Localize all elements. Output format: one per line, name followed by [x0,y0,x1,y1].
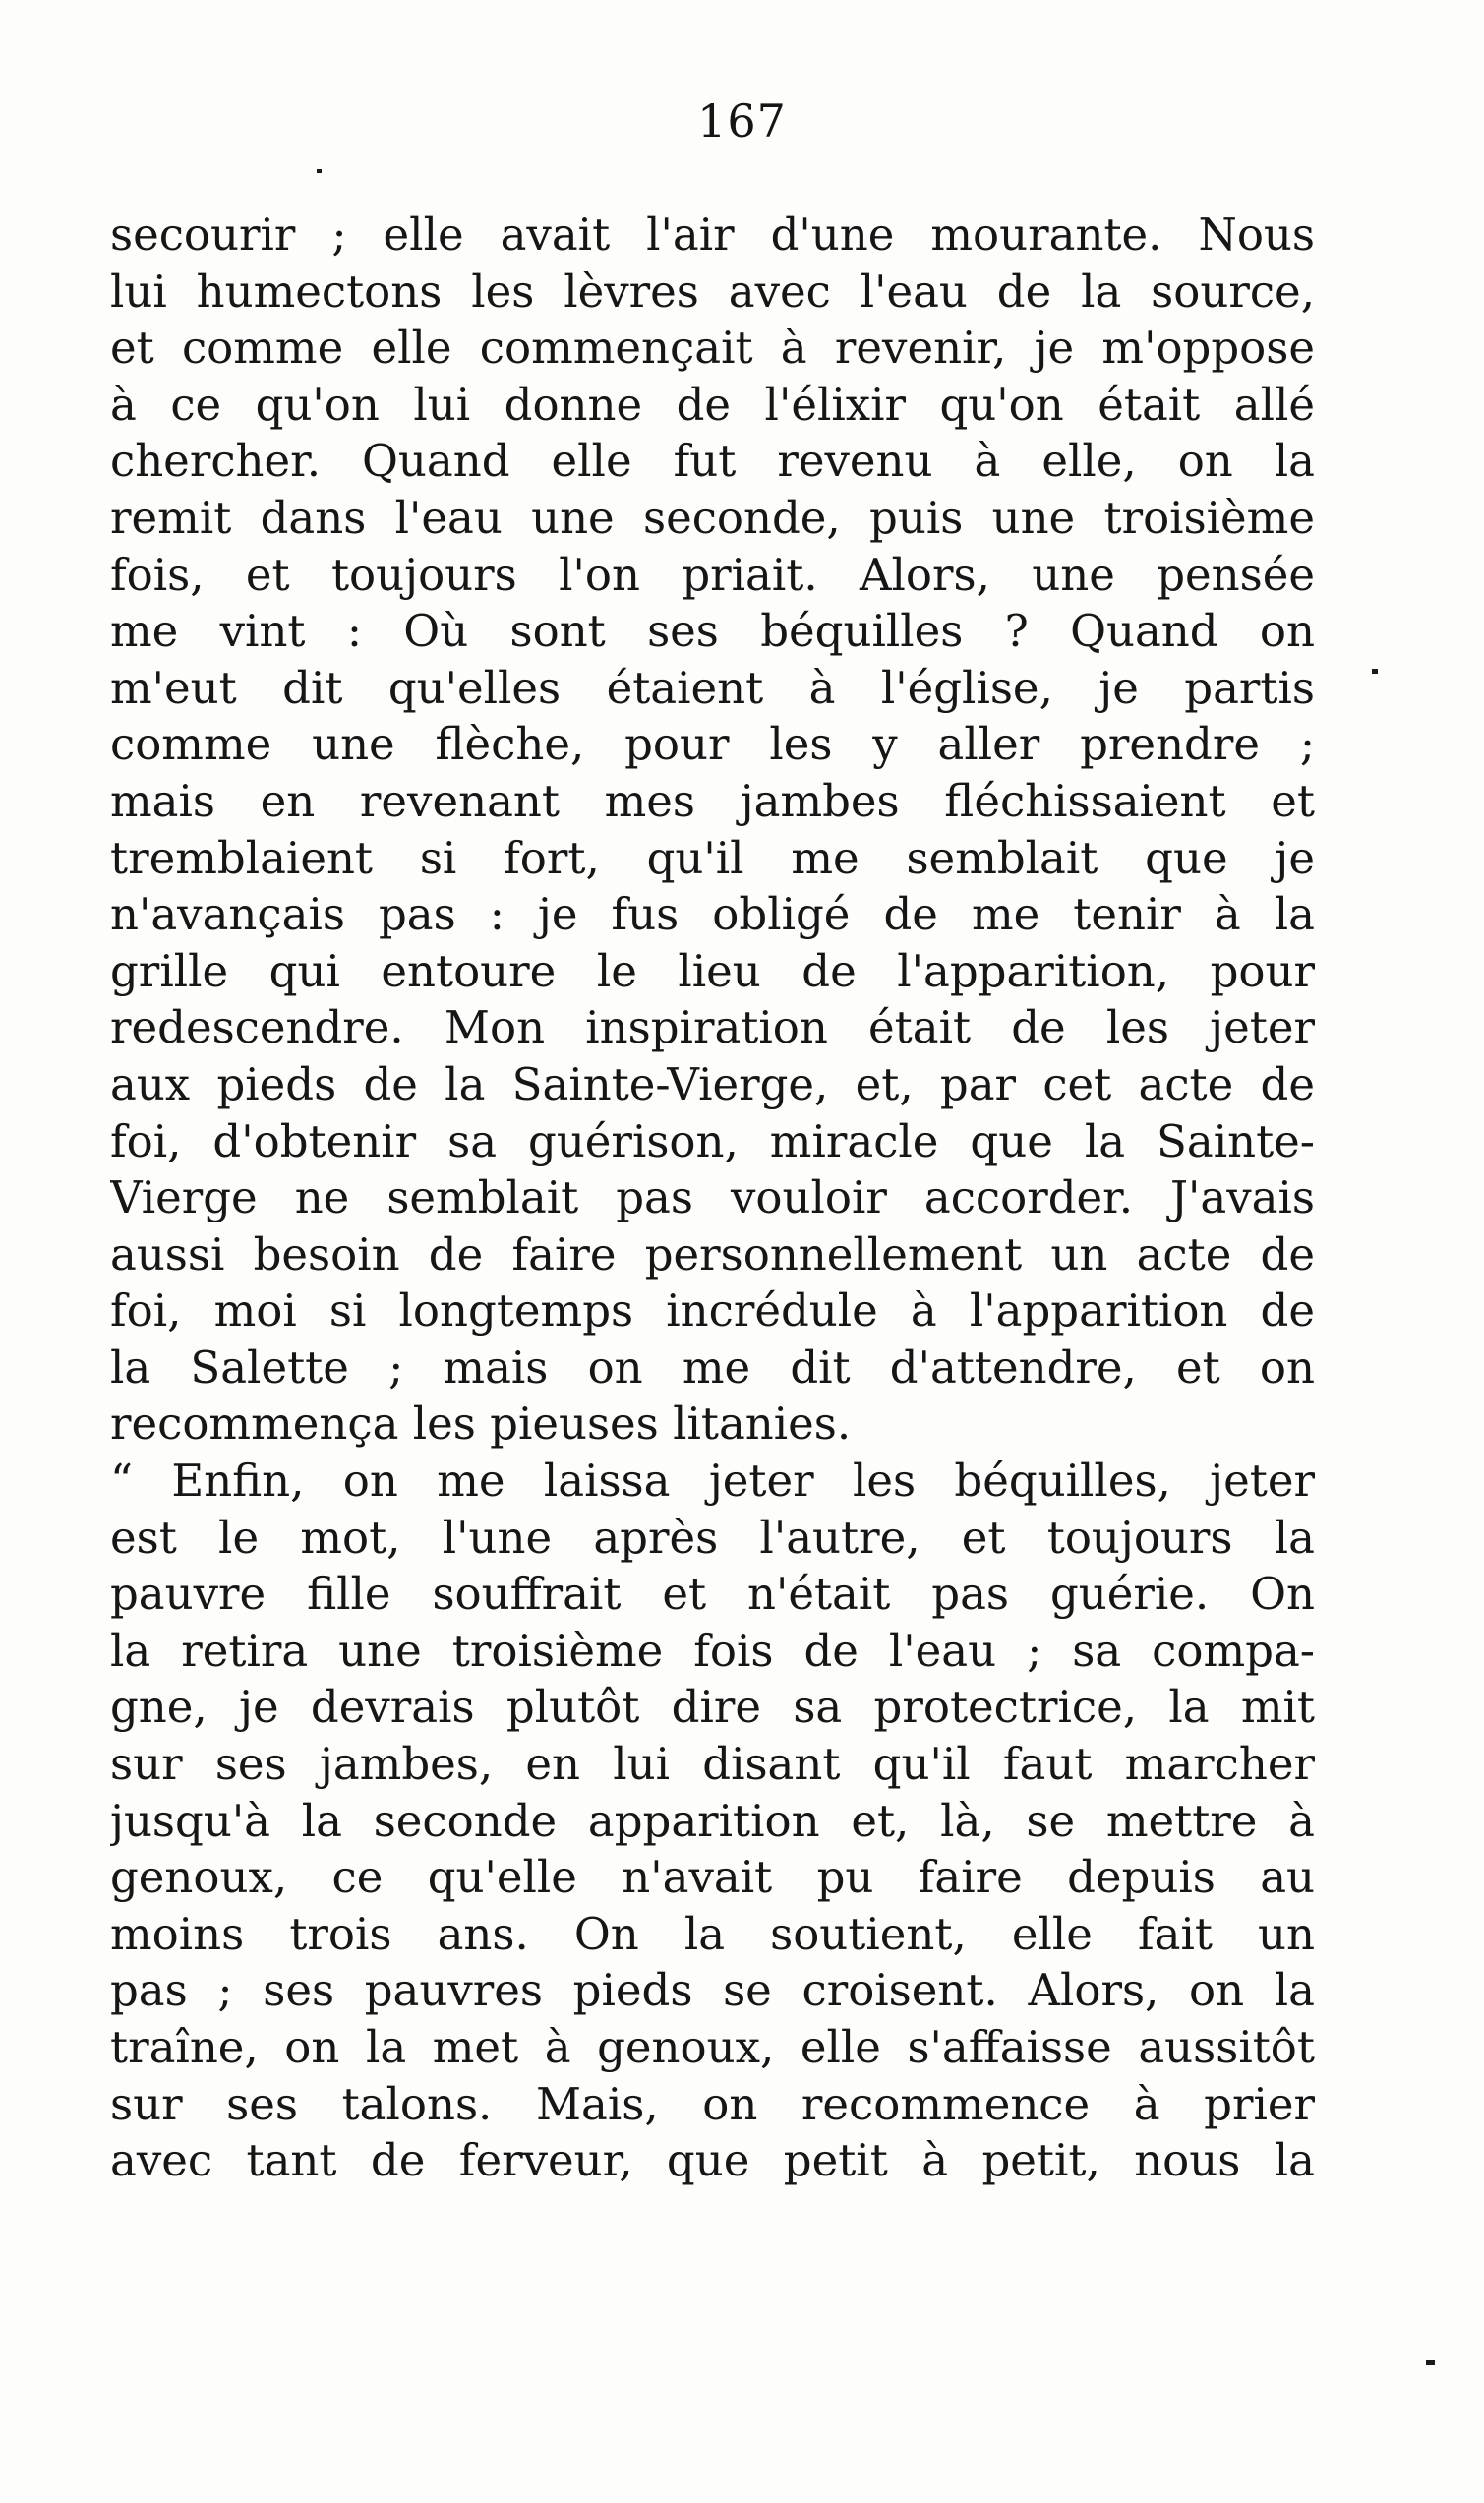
text-line: remit dans l'eau une seconde, puis une troisième [110,491,1315,544]
text-line: jusqu'à la seconde apparition et, là, se mettre à [110,1794,1315,1847]
text-line: aux pieds de la Sainte-Vierge, et, par cet acte de [110,1057,1315,1110]
text-line: Vierge ne semblait pas vouloir accorder. J'avais [110,1171,1315,1224]
text-line: foi, moi si longtemps incrédule à l'apparition de [110,1284,1315,1338]
ink-speck [1426,2360,1435,2365]
text-line: la Salette ; mais on me dit d'attendre, et on [110,1341,1315,1394]
body-text [110,207,1315,2189]
text-line: comme une flèche, pour les y aller prendre ; [110,718,1315,771]
text-line: pas ; ses pauvres pieds se croisent. Alors, on la [110,1964,1315,2017]
text-line: lui humectons les lèvres avec l'eau de la source, [110,265,1315,318]
text-line: me vint : Où sont ses béquilles ? Quand on [110,605,1315,658]
text-line: aussi besoin de faire personnellement un acte de [110,1227,1315,1281]
text-line: mais en revenant mes jambes fléchissaient et [110,774,1315,827]
paragraph-end-line: recommença les pieuses litanies. [110,1398,852,1451]
text-line: moins trois ans. On la soutient, elle fait un [110,1907,1315,1960]
text-line: à ce qu'on lui donne de l'élixir qu'on était allé [110,378,1315,431]
text-line: m'eut dit qu'elles étaient à l'église, je partis [110,661,1315,714]
text-line: et comme elle commençait à revenir, je m'oppose [110,322,1315,375]
text-line: n'avançais pas : je fus obligé de me tenir à la [110,888,1315,941]
ink-speck [317,169,322,173]
text-line: avec tant de ferveur, que petit à petit, nous la [110,2134,1315,2187]
text-line: genoux, ce qu'elle n'avait pu faire depuis au [110,1851,1315,1904]
text-line: chercher. Quand elle fut revenu à elle, on la [110,435,1315,488]
text-line: “ Enfin, on me laissa jeter les béquilles, jeter [110,1455,1315,1508]
text-line: secourir ; elle avait l'air d'une mourante. Nous [110,209,1315,261]
text-line: sur ses talons. Mais, on recommence à prier [110,2077,1315,2130]
text-line: redescendre. Mon inspiration était de les jeter [110,1001,1315,1054]
text-line: tremblaient si fort, qu'il me semblait que je [110,831,1315,884]
text-line: grille qui entoure le lieu de l'apparition, pour [110,944,1315,997]
text-line: sur ses jambes, en lui disant qu'il faut marcher [110,1738,1315,1791]
text-line: la retira une troisième fois de l'eau ; sa compa- [110,1624,1315,1677]
text-line: est le mot, l'une après l'autre, et toujours la [110,1511,1315,1564]
text-line: pauvre fille souffrait et n'était pas guérie. On [110,1568,1315,1621]
text-line: fois, et toujours l'on priait. Alors, une pensée [110,548,1315,601]
ink-speck [1372,669,1378,674]
page-number: 167 [697,94,787,148]
text-line: foi, d'obtenir sa guérison, miracle que la Sainte- [110,1114,1315,1167]
text-line: traîne, on la met à genoux, elle s'affaisse aussitôt [110,2021,1315,2073]
text-line: gne, je devrais plutôt dire sa protectrice, la mit [110,1681,1315,1734]
